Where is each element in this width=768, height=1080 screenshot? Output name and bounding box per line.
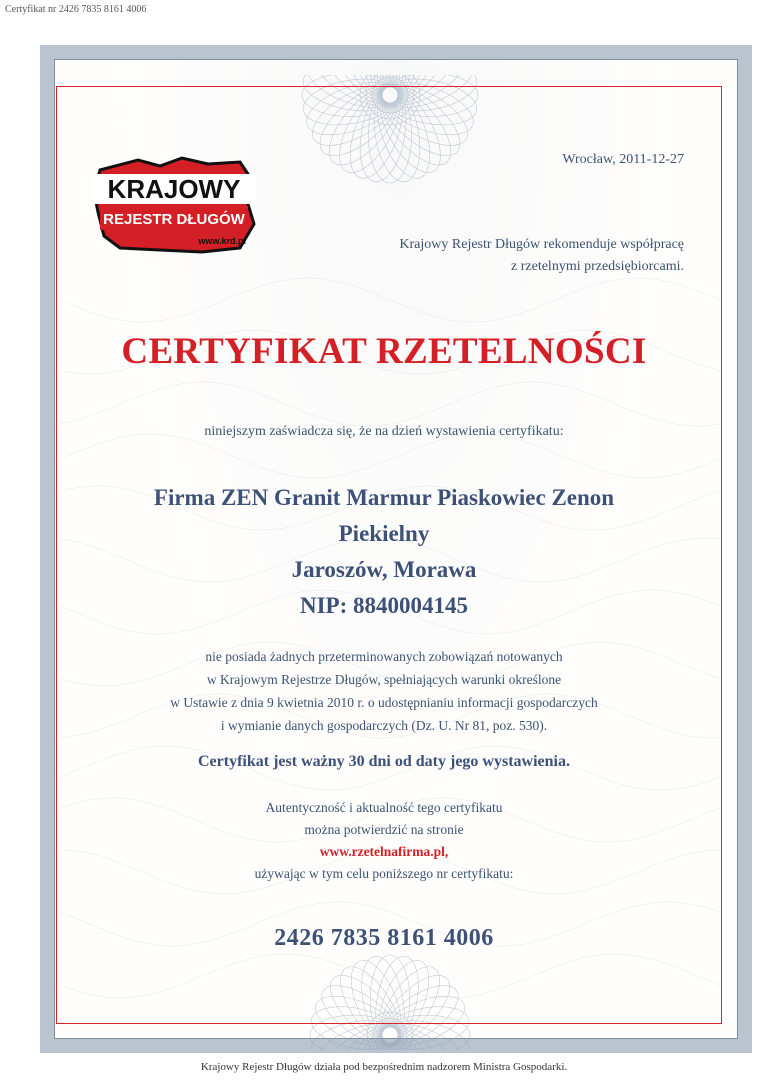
- recommendation-text: [264, 234, 684, 278]
- verification-line-1: Autentyczność i aktualność tego certyfikatu: [265, 800, 503, 815]
- statement-line-2: w Krajowym Rejestrze Długów, spełniających warunki określone: [206, 672, 562, 687]
- issue-date: Wrocław, 2011-12-27: [562, 152, 684, 167]
- attestation-text: niniejszym zaświadcza się, że na dzień wystawienia certyfikatu:: [204, 424, 564, 439]
- krd-logo: [90, 152, 258, 256]
- statement-text: [0, 645, 768, 737]
- company-name-line-1: Firma ZEN Granit Marmur Piaskowiec Zenon: [153, 485, 615, 510]
- header-cert-label: Certyfikat nr 2426 7835 8161 4006: [5, 4, 147, 15]
- verification-text: [0, 797, 768, 885]
- verification-line-3: używając w tym celu poniższego nr certyfikatu:: [254, 866, 514, 881]
- statement-line-4: i wymianie danych gospodarczych (Dz. U. Nr 81, poz. 530).: [220, 718, 548, 733]
- statement-line-3: w Ustawie z dnia 9 kwietnia 2010 r. o udostępnianiu informacji gospodarczych: [170, 695, 598, 710]
- logo-text-rejestr: REJESTR DŁUGÓW: [103, 211, 245, 228]
- certificate-number: 2426 7835 8161 4006: [274, 925, 494, 951]
- footer-supervision-note: Krajowy Rejestr Długów działa pod bezpośrednim nadzorem Ministra Gospodarki.: [200, 1061, 568, 1073]
- verification-link[interactable]: www.rzetelnafirma.pl,: [319, 844, 449, 859]
- certificate-title: CERTYFIKAT RZETELNOŚCI: [121, 331, 647, 372]
- validity-notice: Certyfikat jest ważny 30 dni od daty jego wystawienia.: [198, 753, 570, 770]
- logo-url: www.krd.pl: [198, 236, 246, 246]
- logo-text-krajowy: KRAJOWY: [107, 174, 241, 204]
- statement-line-1: nie posiada żadnych przeterminowanych zobowiązań notowanych: [205, 649, 563, 664]
- company-name-line-2: Piekielny: [338, 521, 430, 546]
- recommendation-line-1: Krajowy Rejestr Długów rekomenduje współpracę: [399, 237, 684, 252]
- company-location: Jaroszów, Morawa: [291, 557, 477, 582]
- company-nip: NIP: 8840004145: [299, 593, 469, 618]
- company-block: [0, 480, 768, 624]
- verification-line-2: można potwierdzić na stronie: [304, 822, 464, 837]
- recommendation-line-2: z rzetelnymi przedsiębiorcami.: [511, 259, 684, 274]
